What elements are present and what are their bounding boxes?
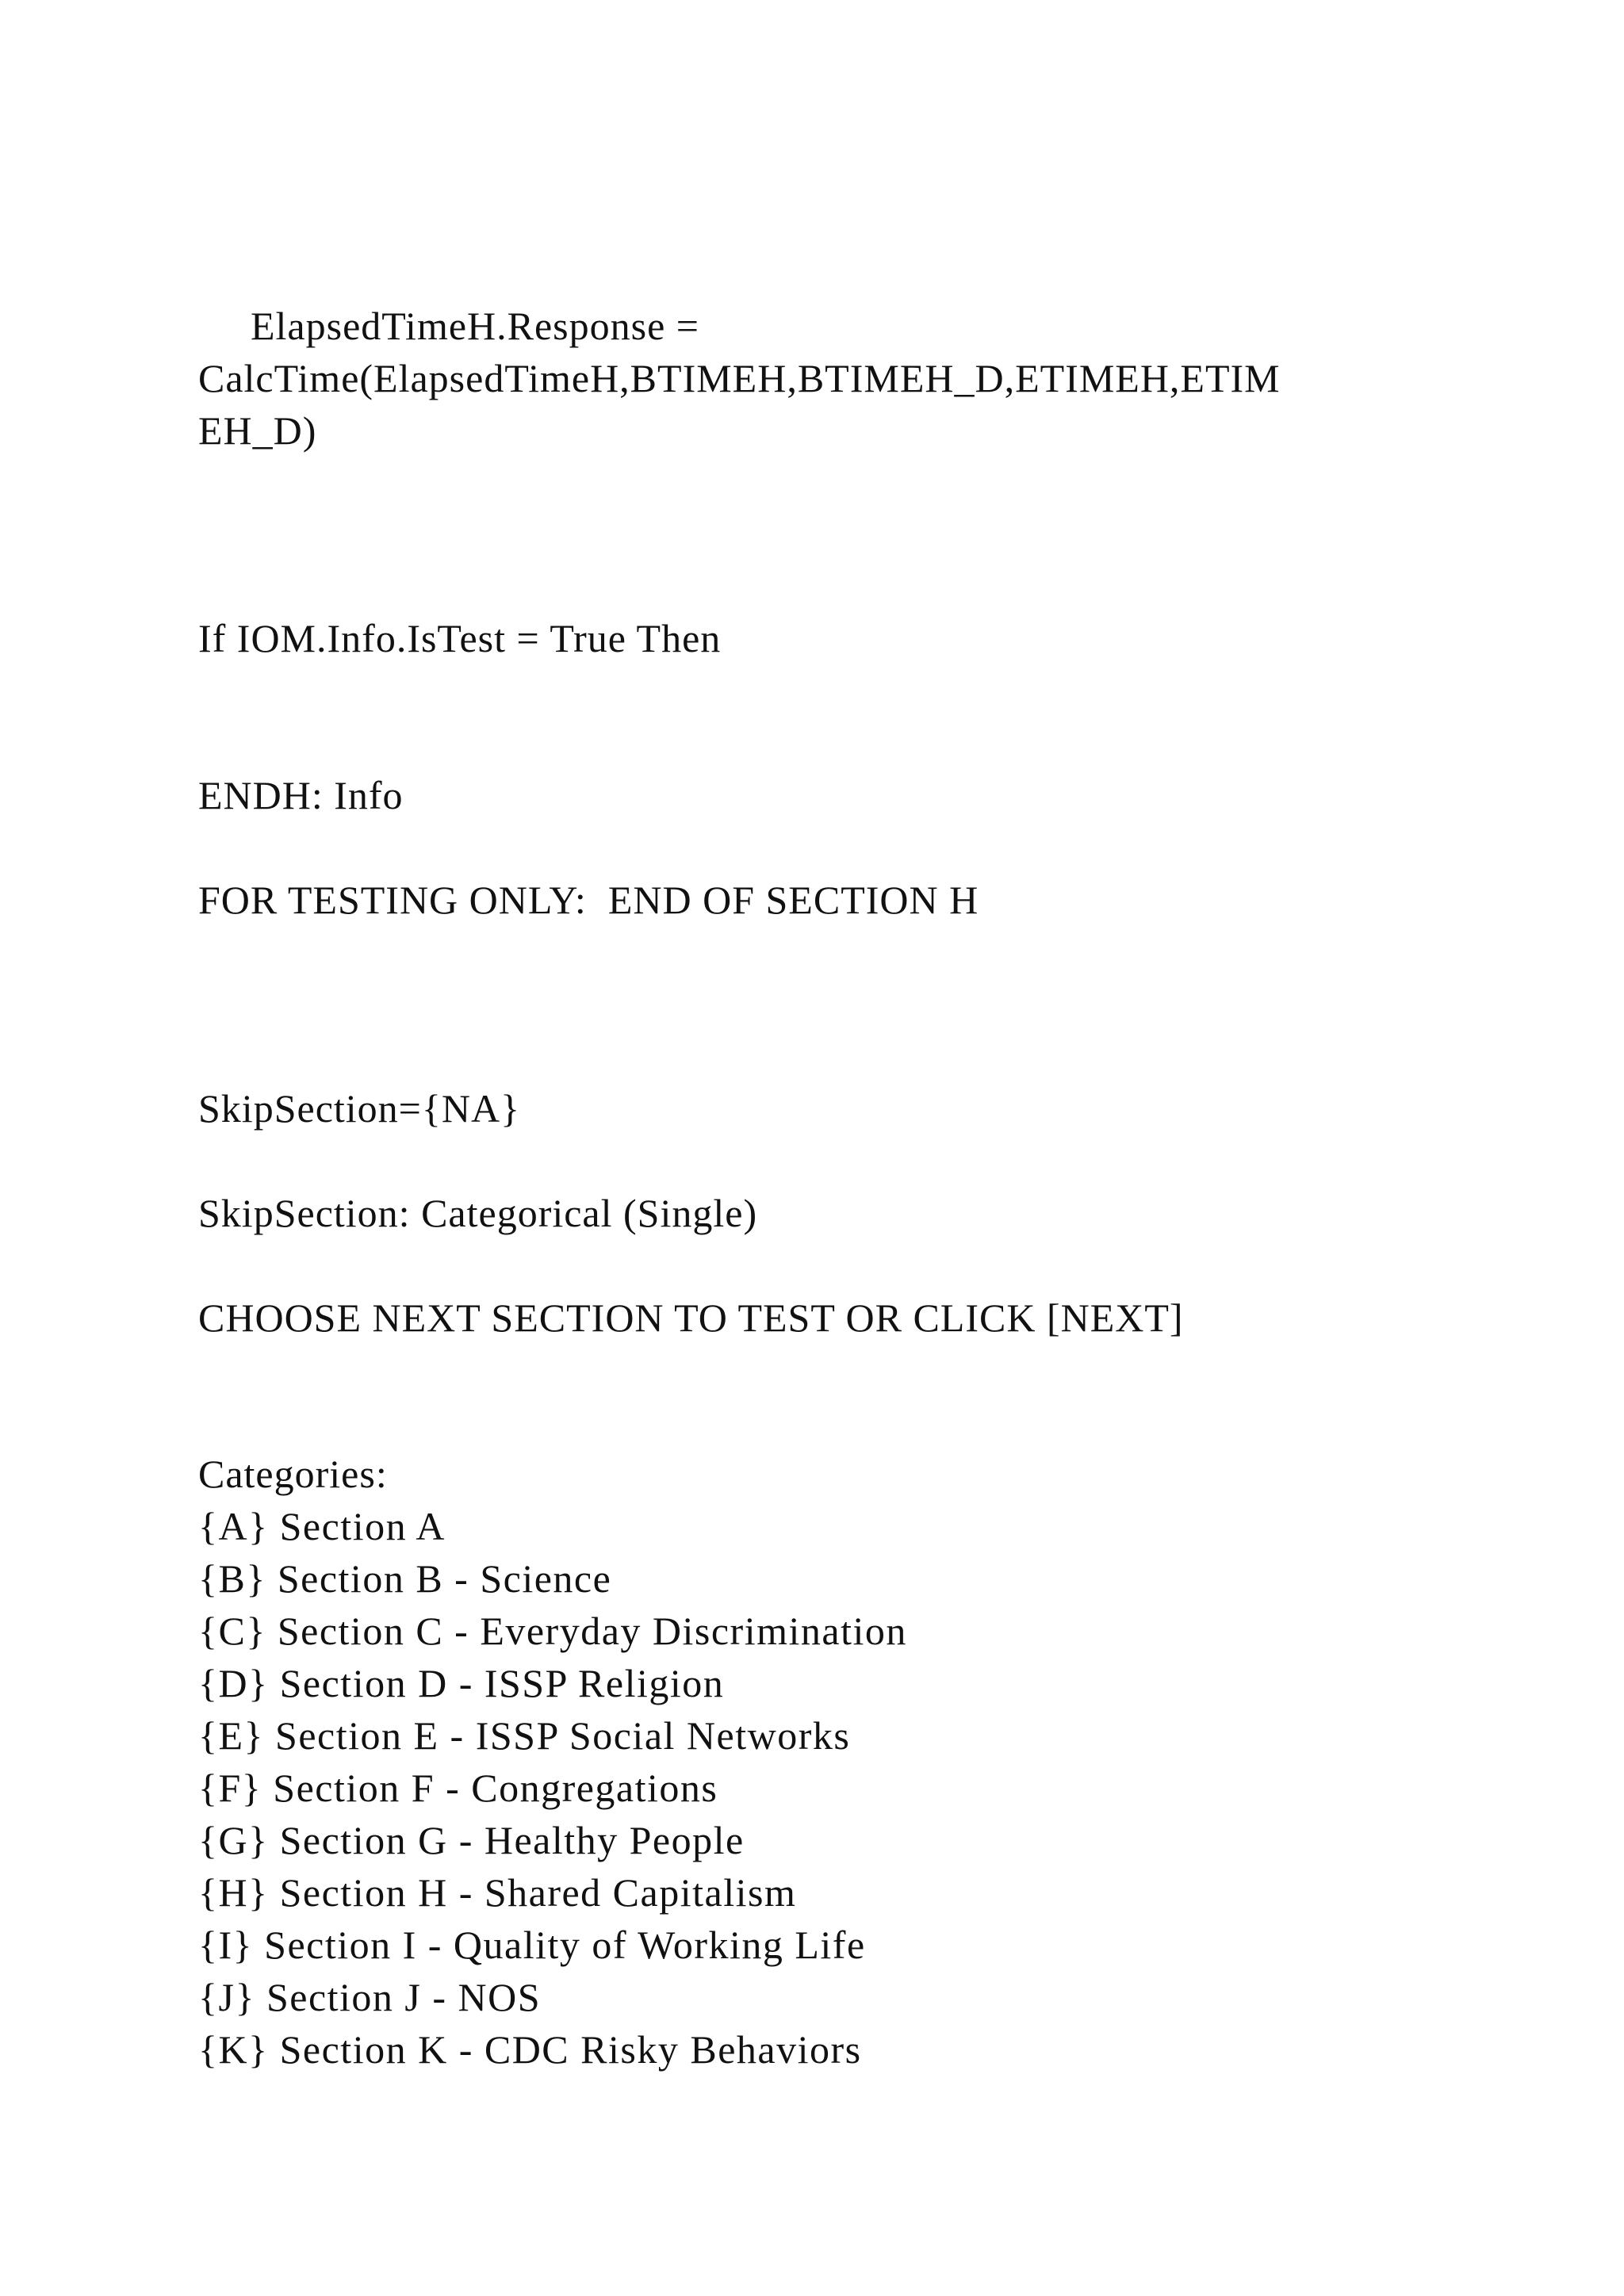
elapsed-time-line-3: EH_D): [198, 408, 317, 453]
skip-section-assign: SkipSection={NA}: [198, 1086, 521, 1131]
category-item-c: {C} Section C - Everyday Discrimination: [198, 1609, 907, 1653]
category-item-f: {F} Section F - Congregations: [198, 1766, 718, 1810]
testing-only-line: FOR TESTING ONLY: END OF SECTION H: [198, 878, 979, 922]
if-test-line: If IOM.Info.IsTest = True Then: [198, 616, 722, 660]
category-item-a: {A} Section A: [198, 1504, 446, 1548]
endh-info-line: ENDH: Info: [198, 773, 404, 817]
elapsed-time-line-1: ElapsedTimeH.Response =: [251, 304, 699, 348]
skip-section-type: SkipSection: Categorical (Single): [198, 1191, 758, 1235]
category-item-h: {H} Section H - Shared Capitalism: [198, 1870, 797, 1915]
skip-section-prompt: CHOOSE NEXT SECTION TO TEST OR CLICK [NEXT]: [198, 1295, 1184, 1340]
category-item-d: {D} Section D - ISSP Religion: [198, 1661, 725, 1705]
elapsed-time-line-2: CalcTime(ElapsedTimeH,BTIMEH,BTIMEH_D,ETIMEH,ETIM: [198, 356, 1281, 400]
category-item-j: {J} Section J - NOS: [198, 1975, 542, 2019]
categories-label: Categories:: [198, 1452, 388, 1496]
category-item-k: {K} Section K - CDC Risky Behaviors: [198, 2027, 862, 2072]
category-item-i: {I} Section I - Quality of Working Life: [198, 1923, 866, 1967]
category-item-g: {G} Section G - Healthy People: [198, 1818, 745, 1862]
category-item-b: {B} Section B - Science: [198, 1556, 612, 1601]
category-item-e: {E} Section E - ISSP Social Networks: [198, 1713, 851, 1758]
